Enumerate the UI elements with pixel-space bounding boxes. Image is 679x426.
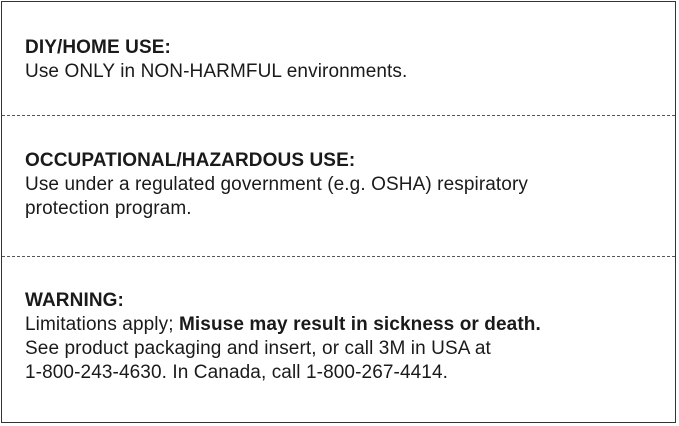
warning-heading: WARNING: [25,290,124,311]
dashed-divider [2,256,675,257]
section-diy-home-use [2,36,675,84]
warning-line-2: See product packaging and insert, or call 3M in USA at [25,338,491,359]
occupational-heading: OCCUPATIONAL/HAZARDOUS USE: [25,150,356,171]
warning-label-panel [1,1,676,423]
occupational-body-line-2: protection program. [25,198,192,219]
dashed-divider [2,115,675,116]
diy-body: Use ONLY in NON-HARMFUL environments. [25,61,408,82]
warning-line-3: 1-800-243-4630. In Canada, call 1-800-267-4414. [25,362,448,383]
occupational-body-line-1: Use under a regulated government (e.g. OSHA) respiratory [25,174,529,195]
section-occupational-use [2,149,675,221]
warning-misuse-text: Misuse may result in sickness or death. [178,314,541,335]
diy-heading: DIY/HOME USE: [25,37,171,58]
warning-limitations-text: Limitations apply; [25,314,179,335]
section-warning [2,289,675,385]
warning-line-1 [25,313,663,337]
